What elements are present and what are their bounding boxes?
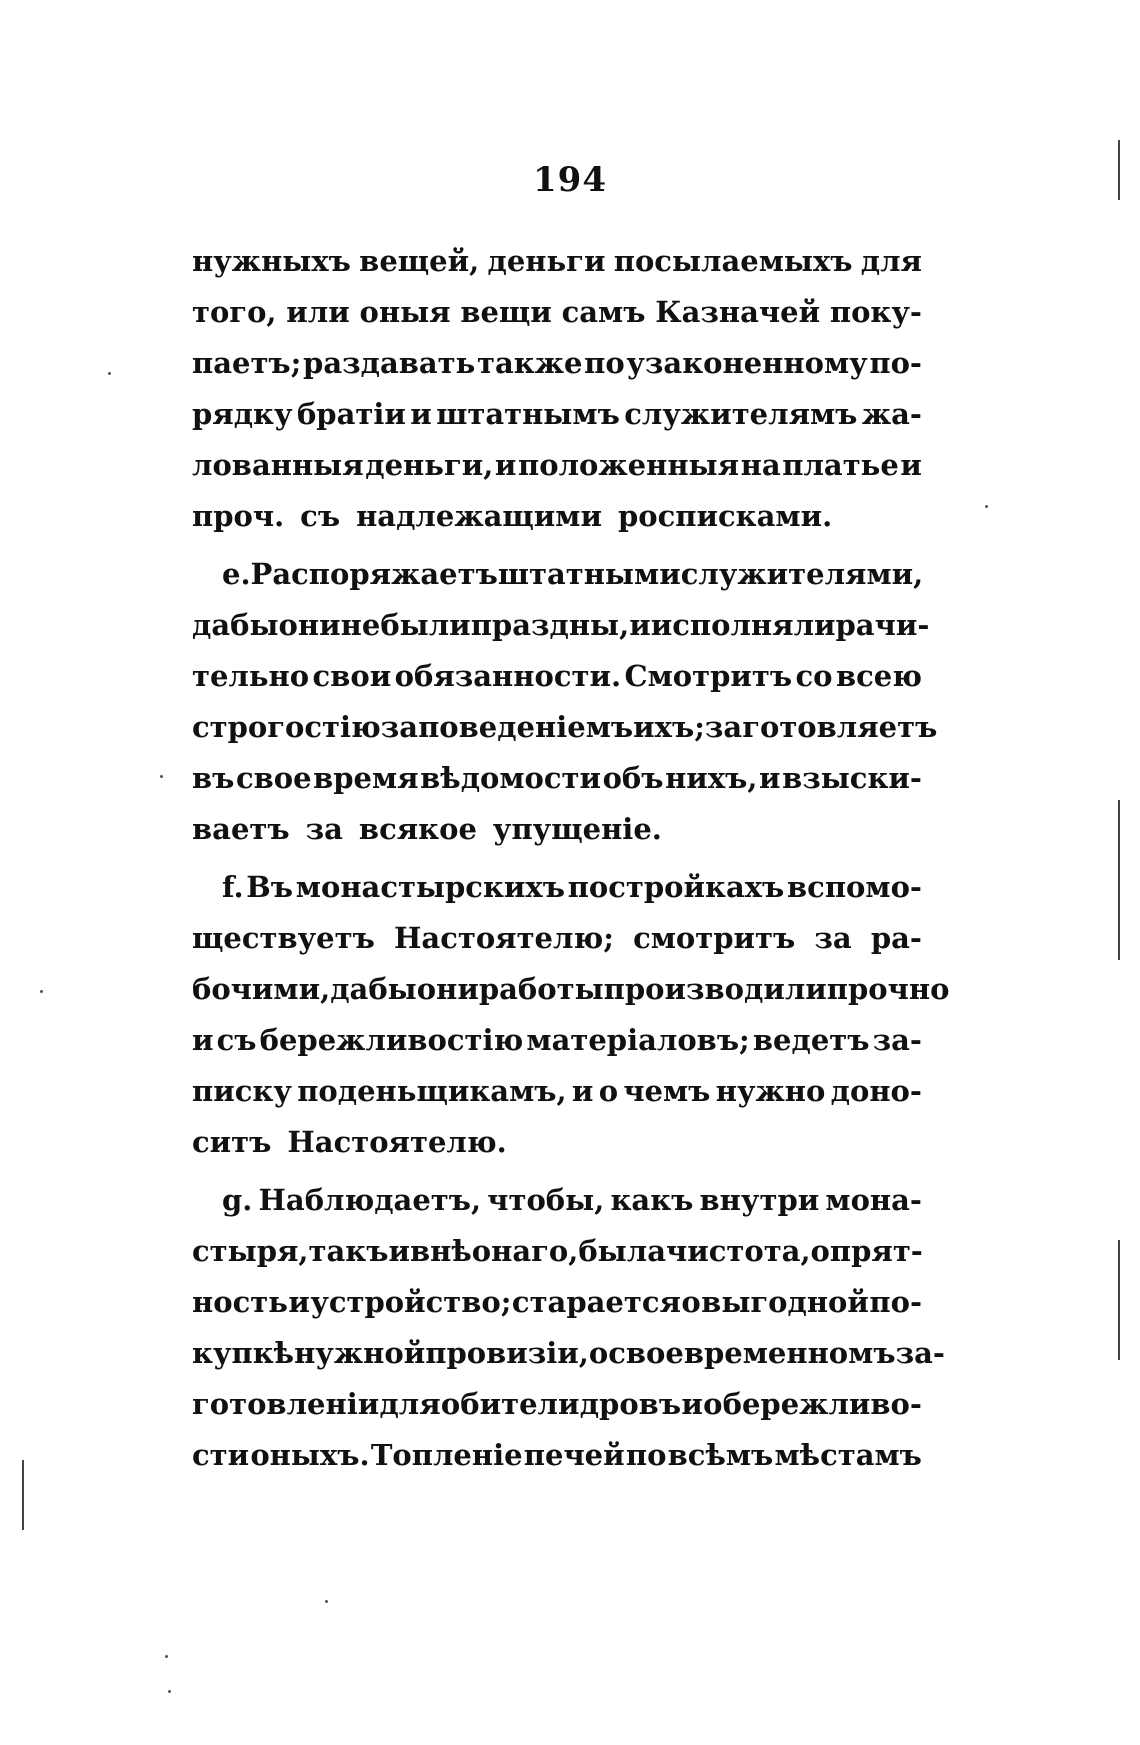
word: прочно [826, 972, 950, 1006]
scan-speck [165, 1655, 168, 1658]
text-line [192, 236, 922, 287]
word: вещи [460, 295, 552, 329]
word: по- [869, 346, 922, 380]
word: самъ [561, 295, 646, 329]
word: праздны, [470, 608, 630, 642]
word: о [681, 1285, 701, 1319]
word: опрят- [810, 1234, 923, 1268]
scan-speck [40, 990, 43, 993]
word: и [410, 397, 432, 431]
word: вспомо- [787, 870, 922, 904]
word: онаго, [471, 1234, 579, 1268]
text-line [192, 1066, 922, 1117]
word: и [629, 608, 651, 642]
text-line [192, 389, 922, 440]
word: Топленіе [370, 1438, 523, 1472]
word: паетъ; [192, 346, 302, 380]
word: со [795, 659, 833, 693]
word: проч. [192, 499, 285, 533]
word: они [278, 608, 341, 642]
word: по- [869, 1285, 922, 1319]
word: бережливо- [722, 1387, 922, 1421]
word: и [494, 448, 517, 482]
text-line [192, 913, 922, 964]
word: свое [235, 761, 312, 795]
word: въ [192, 761, 235, 795]
word: ихъ; [633, 710, 705, 744]
word: взыски- [782, 761, 922, 795]
word: бочими, [192, 972, 331, 1006]
word: всякое [358, 812, 477, 846]
scan-speck [325, 1600, 328, 1603]
scan-speck [108, 372, 111, 375]
text-line [192, 1015, 922, 1066]
word: дабы [330, 972, 417, 1006]
word: внутри [699, 1183, 820, 1217]
word: нужно [715, 1074, 826, 1108]
word: штатными [497, 557, 681, 591]
text-line [192, 651, 922, 702]
word: внѣ [409, 1234, 472, 1268]
word: они [416, 972, 479, 1006]
word: за [305, 812, 343, 846]
word: матеріаловъ; [526, 1023, 750, 1057]
text-line [192, 440, 922, 491]
paragraph [192, 236, 922, 542]
word: ность [192, 1285, 288, 1319]
text-line [192, 600, 930, 651]
word: платье [782, 448, 899, 482]
paragraph [192, 862, 950, 1168]
word: также [477, 346, 583, 380]
text-line [192, 804, 922, 855]
word: рачи- [835, 608, 930, 642]
word: была [578, 1234, 666, 1268]
word: монастырскихъ [295, 870, 565, 904]
text-line [192, 287, 922, 338]
word: ра- [870, 921, 922, 955]
word: и [288, 1285, 310, 1319]
word: о [598, 1074, 619, 1108]
word: купкѣ [192, 1336, 295, 1370]
word: по [625, 1438, 667, 1472]
word: заготовляетъ [704, 710, 938, 744]
text-line [192, 1328, 945, 1379]
word: Въ [246, 870, 294, 904]
word: раздавать [303, 346, 476, 380]
word: исполняли [650, 608, 836, 642]
word: своевременномъ [608, 1336, 896, 1370]
scan-edge-line [22, 1460, 24, 1530]
word: того, [192, 295, 277, 329]
word: посылаемыхъ [613, 244, 853, 278]
word: выгодной [701, 1285, 869, 1319]
text-line [192, 549, 922, 600]
paragraph-gap [192, 1168, 922, 1175]
word: и [900, 448, 922, 482]
word: Наблюдаетъ, [258, 1183, 482, 1217]
word: нихъ, [665, 761, 758, 795]
word: Настоятелю; [394, 921, 614, 955]
text-line [192, 1277, 922, 1328]
word: и [759, 761, 781, 795]
word: строгостію [192, 710, 381, 744]
word: деньги, [365, 448, 494, 482]
word: провизіи, [425, 1336, 589, 1370]
word: старается [511, 1285, 681, 1319]
word: служителями, [680, 557, 924, 591]
word: свои [312, 659, 392, 693]
word: нужной [294, 1336, 426, 1370]
word: поведеніемъ [418, 710, 634, 744]
text-line [192, 1226, 922, 1277]
word: время [313, 761, 419, 795]
scan-edge-line [1118, 140, 1120, 200]
word: и [571, 1074, 594, 1108]
word: ведетъ [752, 1023, 870, 1057]
text-line [192, 1175, 922, 1226]
word: по [584, 346, 625, 380]
word: устройство; [310, 1285, 512, 1319]
word: упущеніе. [492, 812, 662, 846]
scan-speck [160, 775, 163, 778]
word: жа- [861, 397, 922, 431]
text-line [192, 338, 922, 389]
word: не [340, 608, 381, 642]
word: за [380, 710, 419, 744]
word: узаконенному [626, 346, 868, 380]
word: или [286, 295, 350, 329]
word: оныя [359, 295, 451, 329]
word: для [379, 1387, 441, 1421]
word: Настоятелю. [287, 1125, 507, 1159]
word: росписками. [617, 499, 833, 533]
word: надлежащими [356, 499, 602, 533]
word: бережливостію [259, 1023, 524, 1057]
word: съ [300, 499, 341, 533]
word: за- [895, 1336, 945, 1370]
word: дровъ [579, 1387, 682, 1421]
word: чистота, [665, 1234, 811, 1268]
word: f. [222, 870, 244, 904]
body-text [192, 236, 950, 1481]
word: мѣстамъ [774, 1438, 922, 1472]
word: были [380, 608, 471, 642]
word: чтобы, [487, 1183, 605, 1217]
word: мона- [825, 1183, 922, 1217]
word: постройкахъ [567, 870, 785, 904]
word: положенныя [518, 448, 740, 482]
paragraph [192, 549, 938, 855]
word: Смотритъ [624, 659, 793, 693]
word: штатнымъ [436, 397, 620, 431]
text-line [192, 964, 950, 1015]
word: такъ [308, 1234, 389, 1268]
text-line [192, 491, 922, 542]
word: чемъ [623, 1074, 711, 1108]
word: g. [222, 1183, 253, 1217]
word: какъ [610, 1183, 694, 1217]
word: работы [478, 972, 604, 1006]
text-line [192, 702, 938, 753]
word: за [814, 921, 852, 955]
text-line [192, 1117, 922, 1168]
word: Казначей [655, 295, 821, 329]
word: поденьщикамъ, [297, 1074, 567, 1108]
text-line [192, 753, 922, 804]
word: братіи [296, 397, 406, 431]
word: писку [192, 1074, 292, 1108]
word: оныхъ. [250, 1438, 370, 1472]
word: съ [216, 1023, 257, 1057]
word: всею [835, 659, 922, 693]
word: служителямъ [624, 397, 858, 431]
word: вѣдомости [420, 761, 602, 795]
word: и [681, 1387, 703, 1421]
word: ществуетъ [192, 921, 375, 955]
word: о [588, 1336, 609, 1370]
word: обязанности. [394, 659, 622, 693]
word: е. [222, 557, 251, 591]
word: лованныя [192, 448, 364, 482]
word: ситъ [192, 1125, 272, 1159]
word: и [192, 1023, 214, 1057]
word: готовленіи [192, 1387, 380, 1421]
word: дабы [192, 608, 279, 642]
text-line [192, 1379, 922, 1430]
paragraph-gap [192, 855, 922, 862]
word: на [740, 448, 781, 482]
word: рядку [192, 397, 293, 431]
word: нужныхъ [192, 244, 351, 278]
scan-edge-line [1118, 800, 1120, 960]
text-line [192, 862, 922, 913]
word: и [388, 1234, 410, 1268]
word: тельно [192, 659, 310, 693]
word: производили [603, 972, 827, 1006]
word: за- [872, 1023, 922, 1057]
paragraph [192, 1175, 945, 1481]
page-number: 194 [533, 160, 607, 200]
word: о [703, 1387, 723, 1421]
word: ваетъ [192, 812, 290, 846]
word: обители [440, 1387, 580, 1421]
word: печей [523, 1438, 625, 1472]
word: доно- [830, 1074, 922, 1108]
word: для [860, 244, 922, 278]
word: деньги [487, 244, 606, 278]
word: сти [192, 1438, 250, 1472]
paragraph-gap [192, 542, 922, 549]
word: поку- [829, 295, 922, 329]
scan-speck [168, 1690, 171, 1693]
word: смотритъ [633, 921, 796, 955]
text-line [192, 1430, 922, 1481]
scan-edge-line [1118, 1240, 1120, 1360]
word: объ [602, 761, 664, 795]
word: стыря, [192, 1234, 309, 1268]
word: вещей, [359, 244, 480, 278]
scan-speck [985, 505, 988, 508]
word: всѣмъ [667, 1438, 774, 1472]
word: Распоряжаетъ [250, 557, 498, 591]
